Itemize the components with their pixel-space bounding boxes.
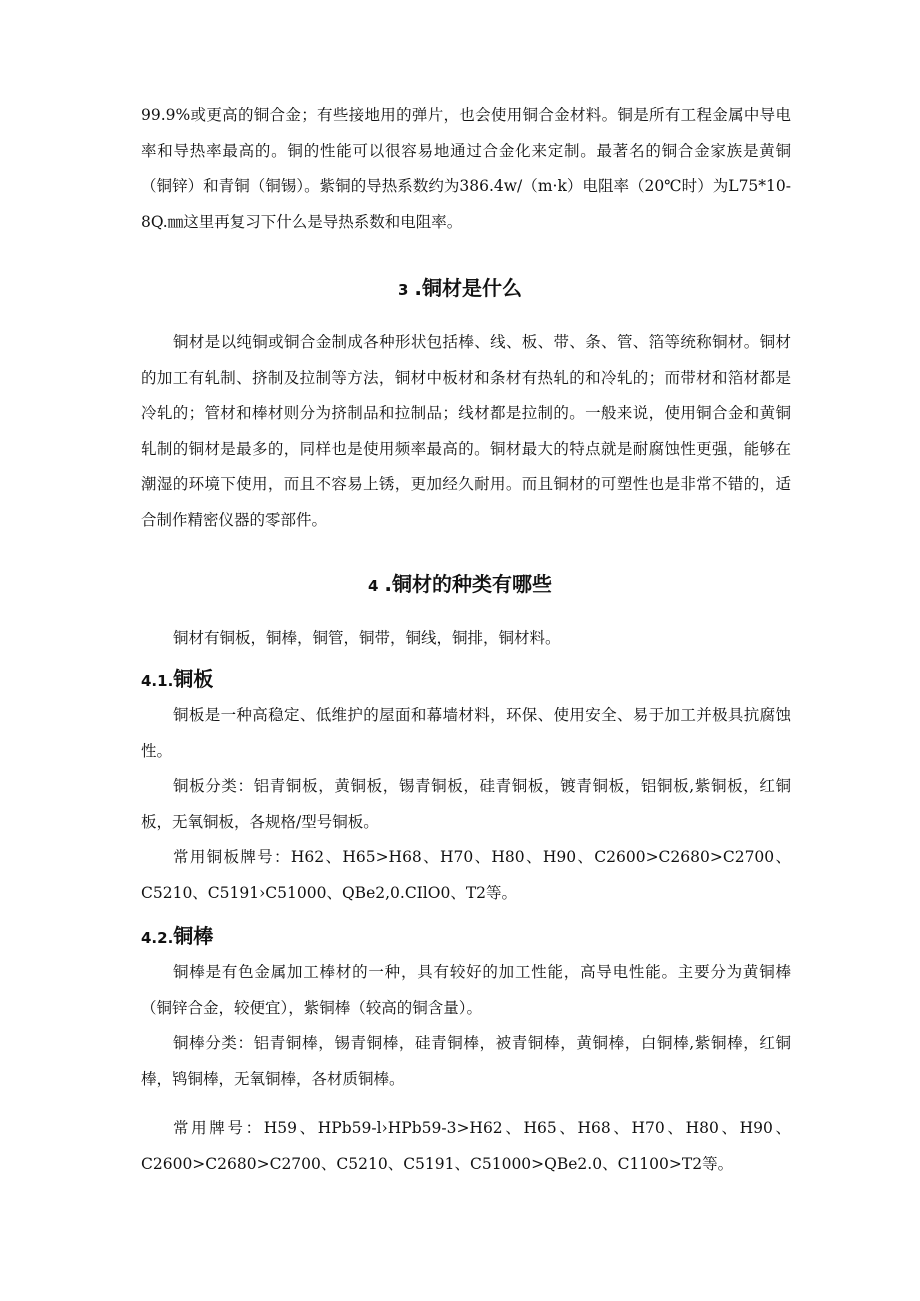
section-4-2-number: 4.2. [141,929,174,947]
section-3-body: 铜材是以纯铜或铜合金制成各种形状包括棒、线、板、带、条、管、箔等统称铜材。铜材的加工有轧制、挤制及拉制等方法，铜材中板材和条材有热轧的和冷轧的；而带材和箔材都是冷轧的；管材和棒材则分为挤制品和拉制品；线材都是拉制的。一般来说，使用铜合金和黄铜轧制的铜材是最多的，同样也是使用频率最高的。铜材最大的特点就是耐腐蚀性更强，能够在潮湿的环境下使用，而且不容易上锈，更加经久耐用。而且铜材的可塑性也是非常不错的，适合制作精密仪器的零部件。 [141,333,791,529]
section-4-1-number: 4.1. [141,672,174,690]
section-4-2-heading [141,922,213,952]
section-4-1-paragraph-1: 铜板是一种高稳定、低维护的屋面和幕墙材料，环保、使用安全、易于加工并极具抗腐蚀性。 [141,706,791,760]
section-4-2-paragraph-2: 铜棒分类：铝青铜棒，锡青铜棒，硅青铜棒，被青铜棒，黄铜棒，白铜棒,紫铜棒，红铜棒，鸨铜棒，无氧铜棒，各材质铜棒。 [141,1034,791,1088]
section-4-1-title: 铜板 [173,667,214,691]
section-3-title: .铜材是什么 [414,276,523,300]
section-4-1-heading [141,665,213,695]
section-4-1-paragraph-3: 常用铜板牌号：H62、H65>H68、H70、H80、H90、C2600>C2680>C2700、C5210、C5191›C51000、QBe2,0.CIlO0、T2等。 [141,848,791,902]
section-4-2-paragraph-1: 铜棒是有色金属加工棒材的一种，具有较好的加工性能，高导电性能。主要分为黄铜棒（铜锌合金，较便宜），紫铜棒（较高的铜含量）。 [141,963,791,1017]
section-4-1-paragraph-2: 铜板分类：铝青铜板，黄铜板，锡青铜板，硅青铜板，镀青铜板，铝铜板,紫铜板，红铜板，无氧铜板，各规格/型号铜板。 [141,777,791,831]
section-4-number: 4 [367,577,379,595]
section-4-body: 铜材有铜板，铜棒，铜管，铜带，铜线，铜排，铜材料。 [173,629,561,647]
section-4-title: .铜材的种类有哪些 [384,572,553,596]
section-4-heading [0,570,920,600]
section-3-number: 3 [397,281,409,299]
section-3-heading [0,274,920,304]
intro-paragraph: 99.9%或更高的铜合金；有些接地用的弹片，也会使用铜合金材料。铜是所有工程金属中导电率和导热率最高的。铜的性能可以很容易地通过合金化来定制。最著名的铜合金家族是黄铜（铜锌）和青铜（铜锡）。紫铜的导热系数约为386.4w/（m·k）电阻率（20℃时）为L75*10-8Q.㎜这里再复习下什么是导热系数和电阻率。 [141,106,791,231]
section-4-2-title: 铜棒 [173,924,214,948]
section-4-2-paragraph-3: 常用牌号：H59、HPb59-l›HPb59-3>H62、H65、H68、H70、H80、H90、C2600>C2680>C2700、C5210、C5191、C51000>QBe2.0、C1100>T2等。 [141,1119,791,1173]
